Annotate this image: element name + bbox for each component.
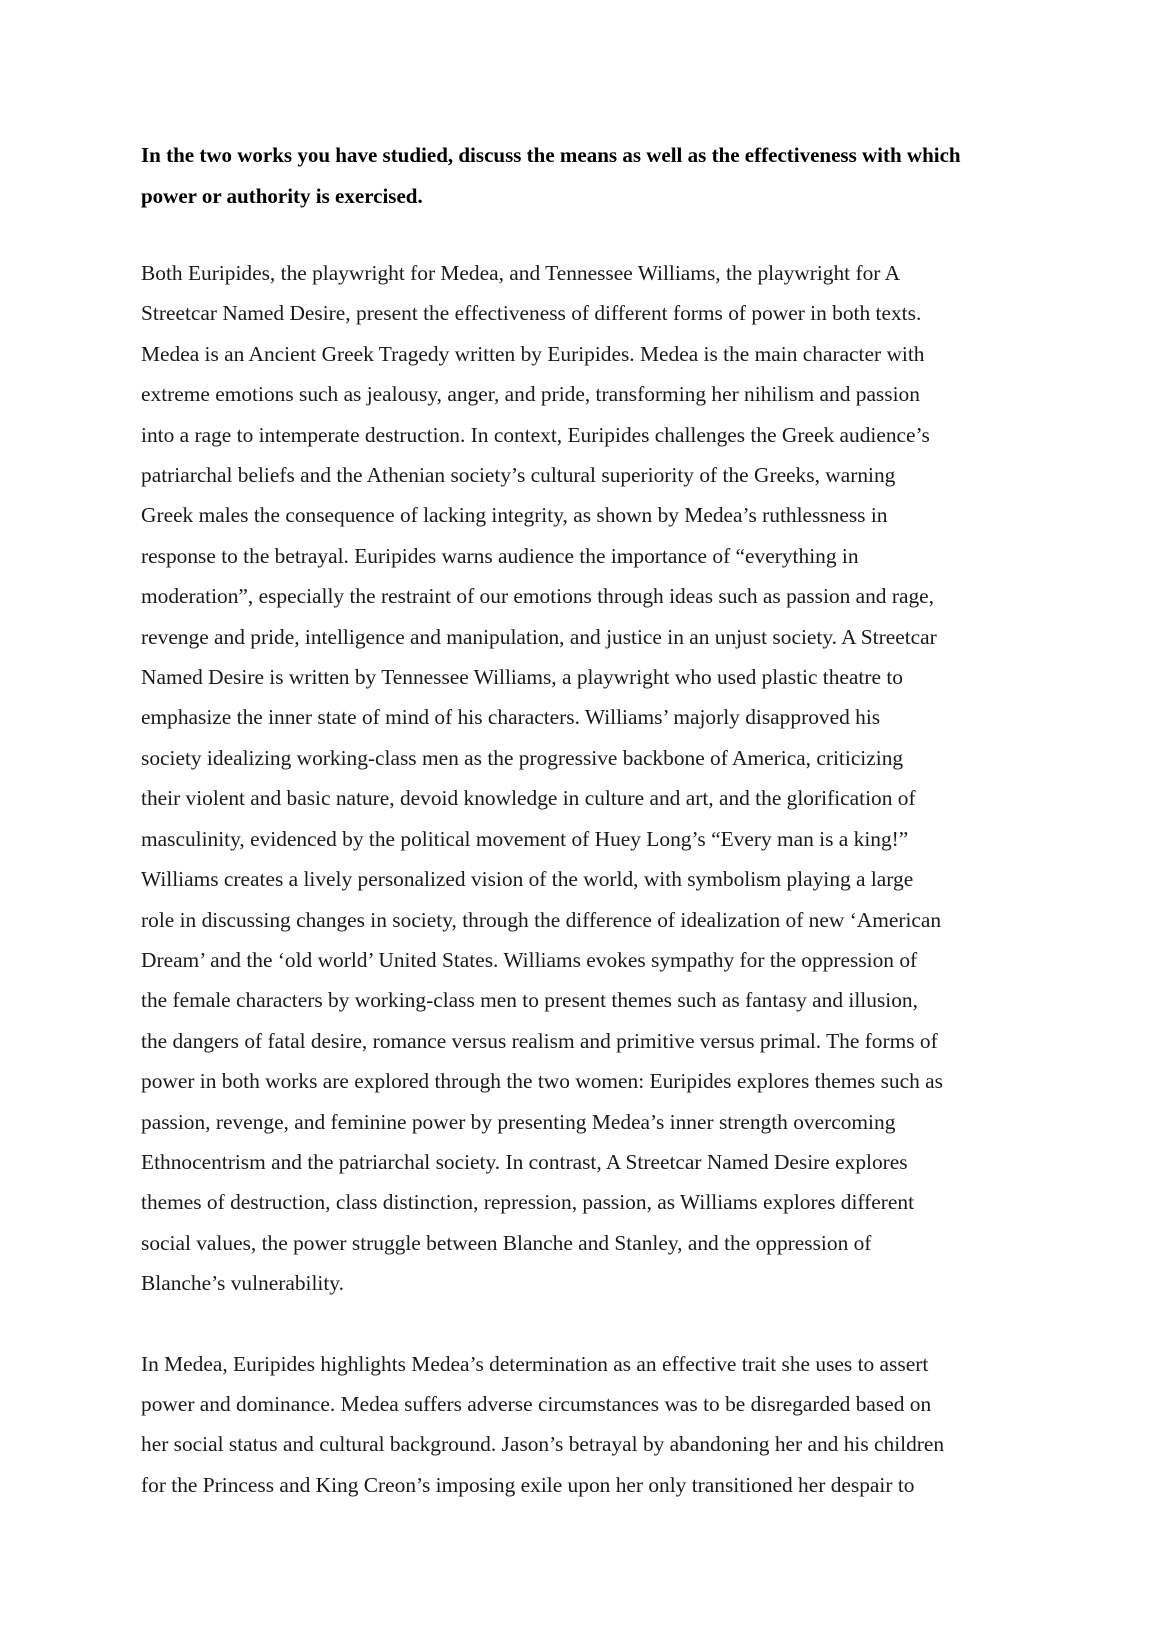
essay-question bbox=[141, 135, 1029, 216]
paragraph-line: their violent and basic nature, devoid knowledge in culture and art, and the glorification of bbox=[141, 786, 916, 811]
document-body bbox=[141, 135, 1029, 1505]
paragraph-line: social values, the power struggle between Blanche and Stanley, and the oppression of bbox=[141, 1230, 872, 1255]
paragraph-line: moderation”, especially the restraint of our emotions through ideas such as passion and rage, bbox=[141, 584, 935, 609]
paragraph-line: masculinity, evidenced by the political movement of Huey Long’s “Every man is a king!” bbox=[141, 826, 909, 851]
paragraph-line: themes of destruction, class distinction, repression, passion, as Williams explores different bbox=[141, 1190, 915, 1215]
paragraph-line: power and dominance. Medea suffers adverse circumstances was to be disregarded based on bbox=[141, 1391, 932, 1416]
paragraph-line: extreme emotions such as jealousy, anger, and pride, transforming her nihilism and passion bbox=[141, 382, 920, 407]
paragraph-line: power in both works are explored through the two women: Euripides explores themes such as bbox=[141, 1069, 943, 1094]
paragraph-line: revenge and pride, intelligence and manipulation, and justice in an unjust society. A Streetcar bbox=[141, 624, 937, 649]
paragraph-line: Named Desire is written by Tennessee Williams, a playwright who used plastic theatre to bbox=[141, 665, 903, 690]
paragraph-line: society idealizing working-class men as the progressive backbone of America, criticizing bbox=[141, 745, 904, 770]
paragraph-line: Streetcar Named Desire, present the effectiveness of different forms of power in both texts. bbox=[141, 301, 922, 326]
paragraph-medea-determination bbox=[141, 1344, 1029, 1506]
paragraph-line: passion, revenge, and feminine power by presenting Medea’s inner strength overcoming bbox=[141, 1109, 896, 1134]
paragraph-line: patriarchal beliefs and the Athenian society’s cultural superiority of the Greeks, warning bbox=[141, 463, 896, 488]
paragraph-line: Both Euripides, the playwright for Medea, and Tennessee Williams, the playwright for A bbox=[141, 261, 901, 285]
paragraph-line: role in discussing changes in society, through the difference of idealization of new ‘American bbox=[141, 907, 942, 932]
paragraph-line: her social status and cultural background. Jason’s betrayal by abandoning her and his children bbox=[141, 1432, 945, 1457]
paragraph-line: Greek males the consequence of lacking integrity, as shown by Medea’s ruthlessness in bbox=[141, 503, 888, 528]
paragraph-line: Medea is an Ancient Greek Tragedy written by Euripides. Medea is the main character with bbox=[141, 341, 925, 366]
paragraph-line: Dream’ and the ‘old world’ United States. Williams evokes sympathy for the oppression of bbox=[141, 947, 918, 972]
paragraph-introduction bbox=[141, 253, 1029, 1304]
paragraph-line: emphasize the inner state of mind of his characters. Williams’ majorly disapproved his bbox=[141, 705, 881, 730]
paragraph-line: into a rage to intemperate destruction. In context, Euripides challenges the Greek audience’s bbox=[141, 422, 930, 447]
question-line: In the two works you have studied, discuss the means as well as the effectiveness with which bbox=[141, 143, 961, 167]
paragraph-line: for the Princess and King Creon’s imposing exile upon her only transitioned her despair to bbox=[141, 1472, 915, 1497]
paragraph-line: the dangers of fatal desire, romance versus realism and primitive versus primal. The forms of bbox=[141, 1028, 938, 1053]
paragraph-line: Ethnocentrism and the patriarchal society. In contrast, A Streetcar Named Desire explores bbox=[141, 1149, 908, 1174]
paragraph-line: response to the betrayal. Euripides warns audience the importance of “everything in bbox=[141, 543, 859, 568]
paragraph-line: the female characters by working-class men to present themes such as fantasy and illusion, bbox=[141, 988, 918, 1013]
question-line: power or authority is exercised. bbox=[141, 183, 423, 208]
paragraph-line: Williams creates a lively personalized vision of the world, with symbolism playing a large bbox=[141, 867, 914, 892]
paragraph-line: Blanche’s vulnerability. bbox=[141, 1271, 344, 1296]
paragraph-line: In Medea, Euripides highlights Medea’s determination as an effective trait she uses to assert bbox=[141, 1351, 929, 1376]
